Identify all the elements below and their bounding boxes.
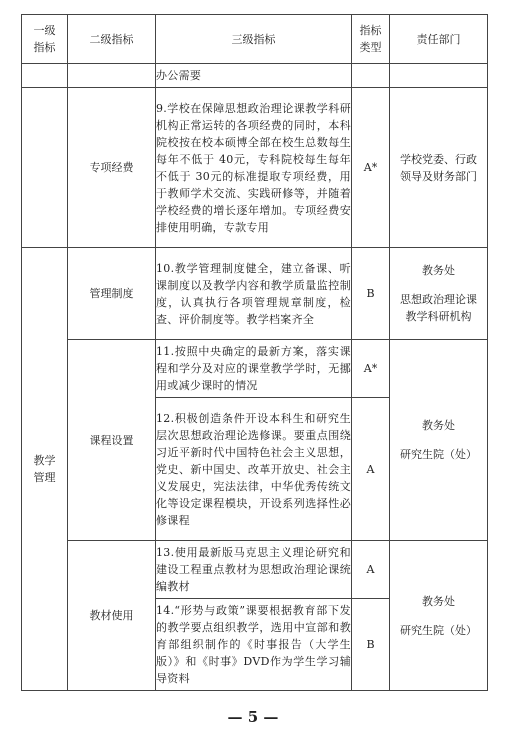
dept-cell <box>390 340 488 541</box>
type-cell: A* <box>352 88 390 248</box>
level1-cell-empty <box>22 64 68 88</box>
dept-cell <box>390 88 488 248</box>
type-cell-empty <box>352 64 390 88</box>
dept-line: 领导及财务部门 <box>400 169 477 183</box>
dept-line: 学校党委、行政 <box>400 152 477 166</box>
dept-line: 研究生院（处） <box>400 448 477 461</box>
level3-cell: 12.积极创造条件开设本科生和研究生层次思想政治理论选修课。要重点围绕习近平新时代中国特色社会主义思想，党史、新中国史、改革开放史、社会主义发展史，宪法法律，中华优秀传统文化等设定课程模块，开设系列选择性必修课程 <box>156 398 352 541</box>
level2-cell: 管理制度 <box>68 248 156 340</box>
page-number: — 5 — <box>227 708 279 726</box>
evaluation-index-table <box>21 14 488 691</box>
level2-cell: 课程设置 <box>68 340 156 541</box>
table-row <box>22 64 488 88</box>
level2-cell: 教材使用 <box>68 541 156 691</box>
level3-cell: 14.“形势与政策”课要根据教育部下发的教学要点组织教学，选用中宣部和教育部组织制作的《时事报告（大学生版）》和《时事》DVD作为学生学习辅导资料 <box>156 599 352 691</box>
level3-cell: 9.学校在保障思想政治理论课教学科研机构正常运转的各项经费的同时，本科院校按在校本硕博全部在校生总数每生每年不低于 40元，专科院校每生每年不低于 30元的标准提取专项经费，用于教师学术交流、实践研修等，并随着学校经费的增长逐年增加。专项经费安排使用明确，专款专用 <box>156 88 352 248</box>
dept-line: 教务处 <box>422 419 455 432</box>
header-type: 指标类型 <box>352 15 390 64</box>
level2-cell-empty <box>68 64 156 88</box>
dept-cell <box>390 541 488 691</box>
type-cell: B <box>352 248 390 340</box>
dept-line: 教务处 <box>422 594 455 608</box>
type-cell: A <box>352 398 390 541</box>
level1-cell-empty <box>22 88 68 248</box>
table-header-row <box>22 15 488 64</box>
type-cell: A <box>352 541 390 599</box>
header-level1: 一级指标 <box>22 15 68 64</box>
dept-cell <box>390 248 488 340</box>
level1-cell: 教学管理 <box>22 248 68 691</box>
table-row <box>22 248 488 340</box>
dept-line: 思想政治理论课 <box>400 293 477 306</box>
header-dept: 责任部门 <box>390 15 488 64</box>
dept-line: 研究生院（处） <box>400 623 477 637</box>
header-level3: 三级指标 <box>156 15 352 64</box>
table-row <box>22 340 488 398</box>
level3-cell: 办公需要 <box>156 64 352 88</box>
level3-cell: 13.使用最新版马克思主义理论研究和建设工程重点教材为思想政治理论课统编教材 <box>156 541 352 599</box>
table-row <box>22 88 488 248</box>
dept-cell-empty <box>390 64 488 88</box>
dept-line: 教学科研机构 <box>405 310 472 323</box>
table-row <box>22 541 488 599</box>
dept-line: 教务处 <box>422 264 455 277</box>
level3-cell: 10.教学管理制度健全，建立备课、听课制度以及教学内容和教学质量监控制度，认真执行各项管理规章制度，检查、评价制度等。教学档案齐全 <box>156 248 352 340</box>
level3-cell: 11.按照中央确定的最新方案，落实课程和学分及对应的课堂教学学时，无挪用或减少课时的情况 <box>156 340 352 398</box>
type-cell: A* <box>352 340 390 398</box>
header-level2: 二级指标 <box>68 15 156 64</box>
level2-cell: 专项经费 <box>68 88 156 248</box>
type-cell: B <box>352 599 390 691</box>
